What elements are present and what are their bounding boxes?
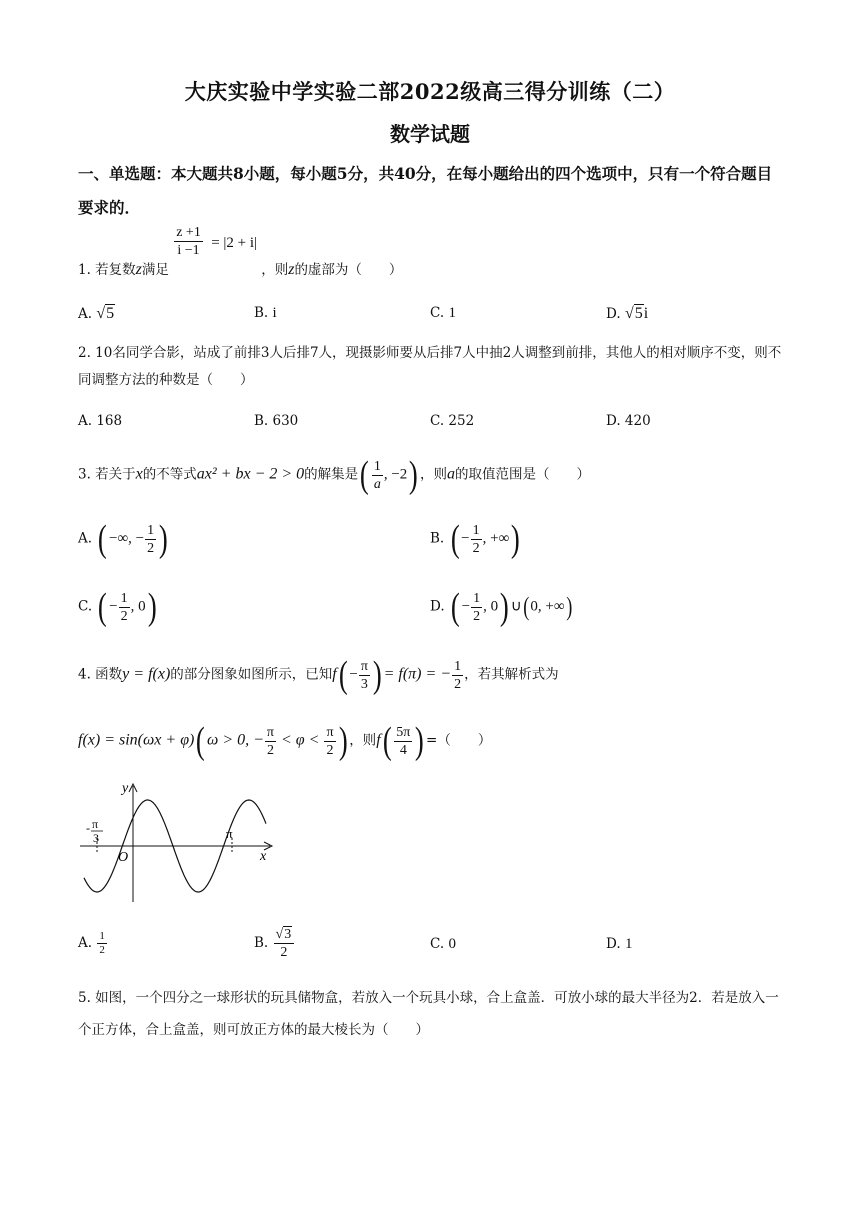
neg-pi3-bottom: 3: [93, 831, 99, 845]
q2-option-a[interactable]: A. 168: [78, 413, 123, 429]
q3-option-b[interactable]: B. ( − $\frac{1}{2}$ , +∞): [430, 518, 521, 560]
exam-subtitle: 数学试题: [390, 122, 470, 146]
question-1: [78, 225, 403, 284]
x-axis-label: x: [260, 849, 267, 864]
sqrt-5i: √5i: [624, 305, 649, 322]
q1-var-z: z: [135, 261, 142, 278]
q4-option-c[interactable]: C. 0: [430, 936, 456, 952]
q1-frac-num: z +1: [176, 225, 201, 240]
q4-sine-graph: [78, 776, 288, 906]
question-3: 3. 若关于x的不等式ax² + bx − 2 > 0的解集是( $\frac{1}{a}$ , −2) ，则a的取值范围是（ ）: [78, 454, 590, 496]
q1-var-z2: z: [288, 261, 295, 278]
q2-option-c[interactable]: C. 252: [430, 413, 475, 429]
question-4-formula: f(x) = sin(ωx + φ)( ω > 0, − $\frac{\pi}{2}$ < φ < $\frac{\pi}{2}$ ) ，则f( $\frac{5\pi}{4}$ ) =（ ）: [78, 720, 492, 762]
exam-title: 大庆实验中学实验二部2022级高三得分训练（二）: [184, 79, 676, 104]
q1-tail: 的虚部为（ ）: [294, 262, 403, 278]
q4-option-a[interactable]: A. $\frac{1}{2}$: [78, 930, 105, 956]
q1-option-b[interactable]: B. i: [254, 305, 277, 321]
q1-pre: 1. 若复数: [78, 262, 136, 278]
q1-fraction: [174, 224, 203, 259]
q3-option-a[interactable]: A. ( −∞, − $\frac{1}{2}$ ): [78, 518, 168, 560]
q4-option-b[interactable]: B. $\frac{√3}{2}$: [254, 926, 295, 961]
section-heading: 一、单选题：本大题共8小题，每小题5分，共40分，在每小题给出的四个选项中，只有一个符合题目要求的．: [78, 164, 773, 217]
q1-post: ，则: [261, 262, 289, 278]
q1-option-c[interactable]: C. 1: [430, 305, 456, 321]
question-4: 4. 函数y = f(x)的部分图象如图所示，已知f( − $\frac{\pi}{3}$ ) = f(π) = − $\frac{1}{2}$ ，若其解析式为: [78, 654, 559, 696]
question-2: 2. 10名同学合影，站成了前排3人后排7人，现摄影师要从后排7人中抽2人调整到前排，其他人的相对顺序不变，则不同调整方法的种数是（ ）: [78, 345, 782, 388]
q1-option-a[interactable]: A. √5: [78, 305, 115, 322]
neg-pi3-top: π: [92, 817, 99, 831]
q1-option-d[interactable]: D. √5i: [606, 305, 649, 322]
neg-sign-label: -: [86, 821, 90, 835]
q1-frac-den: i −1: [177, 243, 200, 258]
q1-rhs: = |2 + i|: [211, 235, 258, 251]
q2-option-d[interactable]: D. 420: [606, 413, 651, 429]
sqrt-5: √5: [96, 305, 115, 322]
q3-option-d[interactable]: D. ( − $\frac{1}{2}$ , 0) ∪(0, +∞): [430, 586, 572, 628]
q1-mid: 满足: [141, 262, 169, 278]
y-axis-label: y: [122, 781, 129, 796]
origin-label: O: [118, 850, 129, 865]
question-5: 5. 如图，一个四分之一球形状的玩具储物盒，若放入一个玩具小球，合上盒盖．可放小球的最大半径为2．若是放入一个正方体，合上盒盖，则可放正方体的最大棱长为（ ）: [78, 990, 779, 1038]
q2-option-b[interactable]: B. 630: [254, 413, 299, 429]
pi-label: π: [226, 826, 233, 841]
q1-equation: [173, 225, 261, 274]
q4-option-d[interactable]: D. 1: [606, 936, 633, 952]
q3-inequality: ax² + bx − 2 > 0: [196, 465, 305, 483]
q3-option-c[interactable]: C. ( − $\frac{1}{2}$ , 0): [78, 586, 157, 628]
